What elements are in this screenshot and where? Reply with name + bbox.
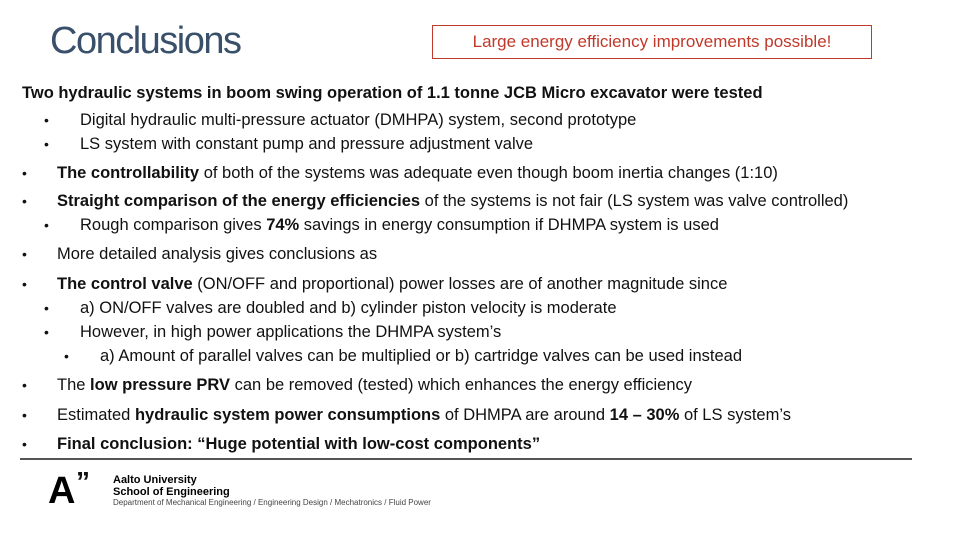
callout-box: Large energy efficiency improvements possible! — [432, 25, 872, 59]
bullet-icon: • — [22, 193, 27, 209]
department-line: Department of Mechanical Engineering / Engineering Design / Mechatronics / Fluid Power — [113, 498, 431, 507]
footer-divider — [20, 458, 912, 460]
list-item: Final conclusion: “Huge potential with low-cost components” — [57, 435, 541, 453]
school-label: School of Engineering — [113, 486, 230, 498]
list-item: The control valve (ON/OFF and proportional) power losses are of another magnitude since — [57, 275, 728, 293]
bullet-icon: • — [64, 348, 69, 364]
list-item: The controllability of both of the systems was adequate even though boom inertia changes (1:10) — [57, 164, 778, 182]
bullet-icon: • — [22, 407, 27, 423]
lead-statement: Two hydraulic systems in boom swing operation of 1.1 tonne JCB Micro excavator were tested — [22, 84, 763, 102]
bullet-icon: • — [22, 436, 27, 452]
bullet-icon: • — [22, 276, 27, 292]
university-label: Aalto University — [113, 474, 197, 486]
list-item: LS system with constant pump and pressure adjustment valve — [80, 135, 534, 153]
list-item: The low pressure PRV can be removed (tested) which enhances the energy efficiency — [57, 376, 693, 394]
aalto-logo-mark: ” — [76, 466, 90, 497]
bullet-icon: • — [44, 300, 49, 316]
list-item: More detailed analysis gives conclusions as — [57, 245, 378, 263]
bullet-icon: • — [22, 377, 27, 393]
aalto-logo-letter: A — [48, 470, 76, 512]
list-item: Estimated hydraulic system power consumptions of DHMPA are around 14 – 30% of LS system’s — [57, 406, 791, 424]
university-name — [113, 474, 230, 498]
list-item: Digital hydraulic multi-pressure actuator (DMHPA) system, second prototype — [80, 111, 637, 129]
list-item: Rough comparison gives 74% savings in energy consumption if DHMPA system is used — [80, 216, 719, 234]
bullet-icon: • — [44, 112, 49, 128]
bullet-icon: • — [22, 165, 27, 181]
list-item: Straight comparison of the energy efficiencies of the systems is not fair (LS system was valve controlled) — [57, 192, 849, 210]
bullet-icon: • — [44, 324, 49, 340]
list-item: However, in high power applications the DHMPA system’s — [80, 323, 502, 341]
list-item: a) ON/OFF valves are doubled and b) cylinder piston velocity is moderate — [80, 299, 617, 317]
bullet-icon: • — [22, 246, 27, 262]
list-item: a) Amount of parallel valves can be multiplied or b) cartridge valves can be used instead — [100, 347, 743, 365]
bullet-icon: • — [44, 217, 49, 233]
page-title: Conclusions — [50, 20, 241, 62]
bullet-icon: • — [44, 136, 49, 152]
